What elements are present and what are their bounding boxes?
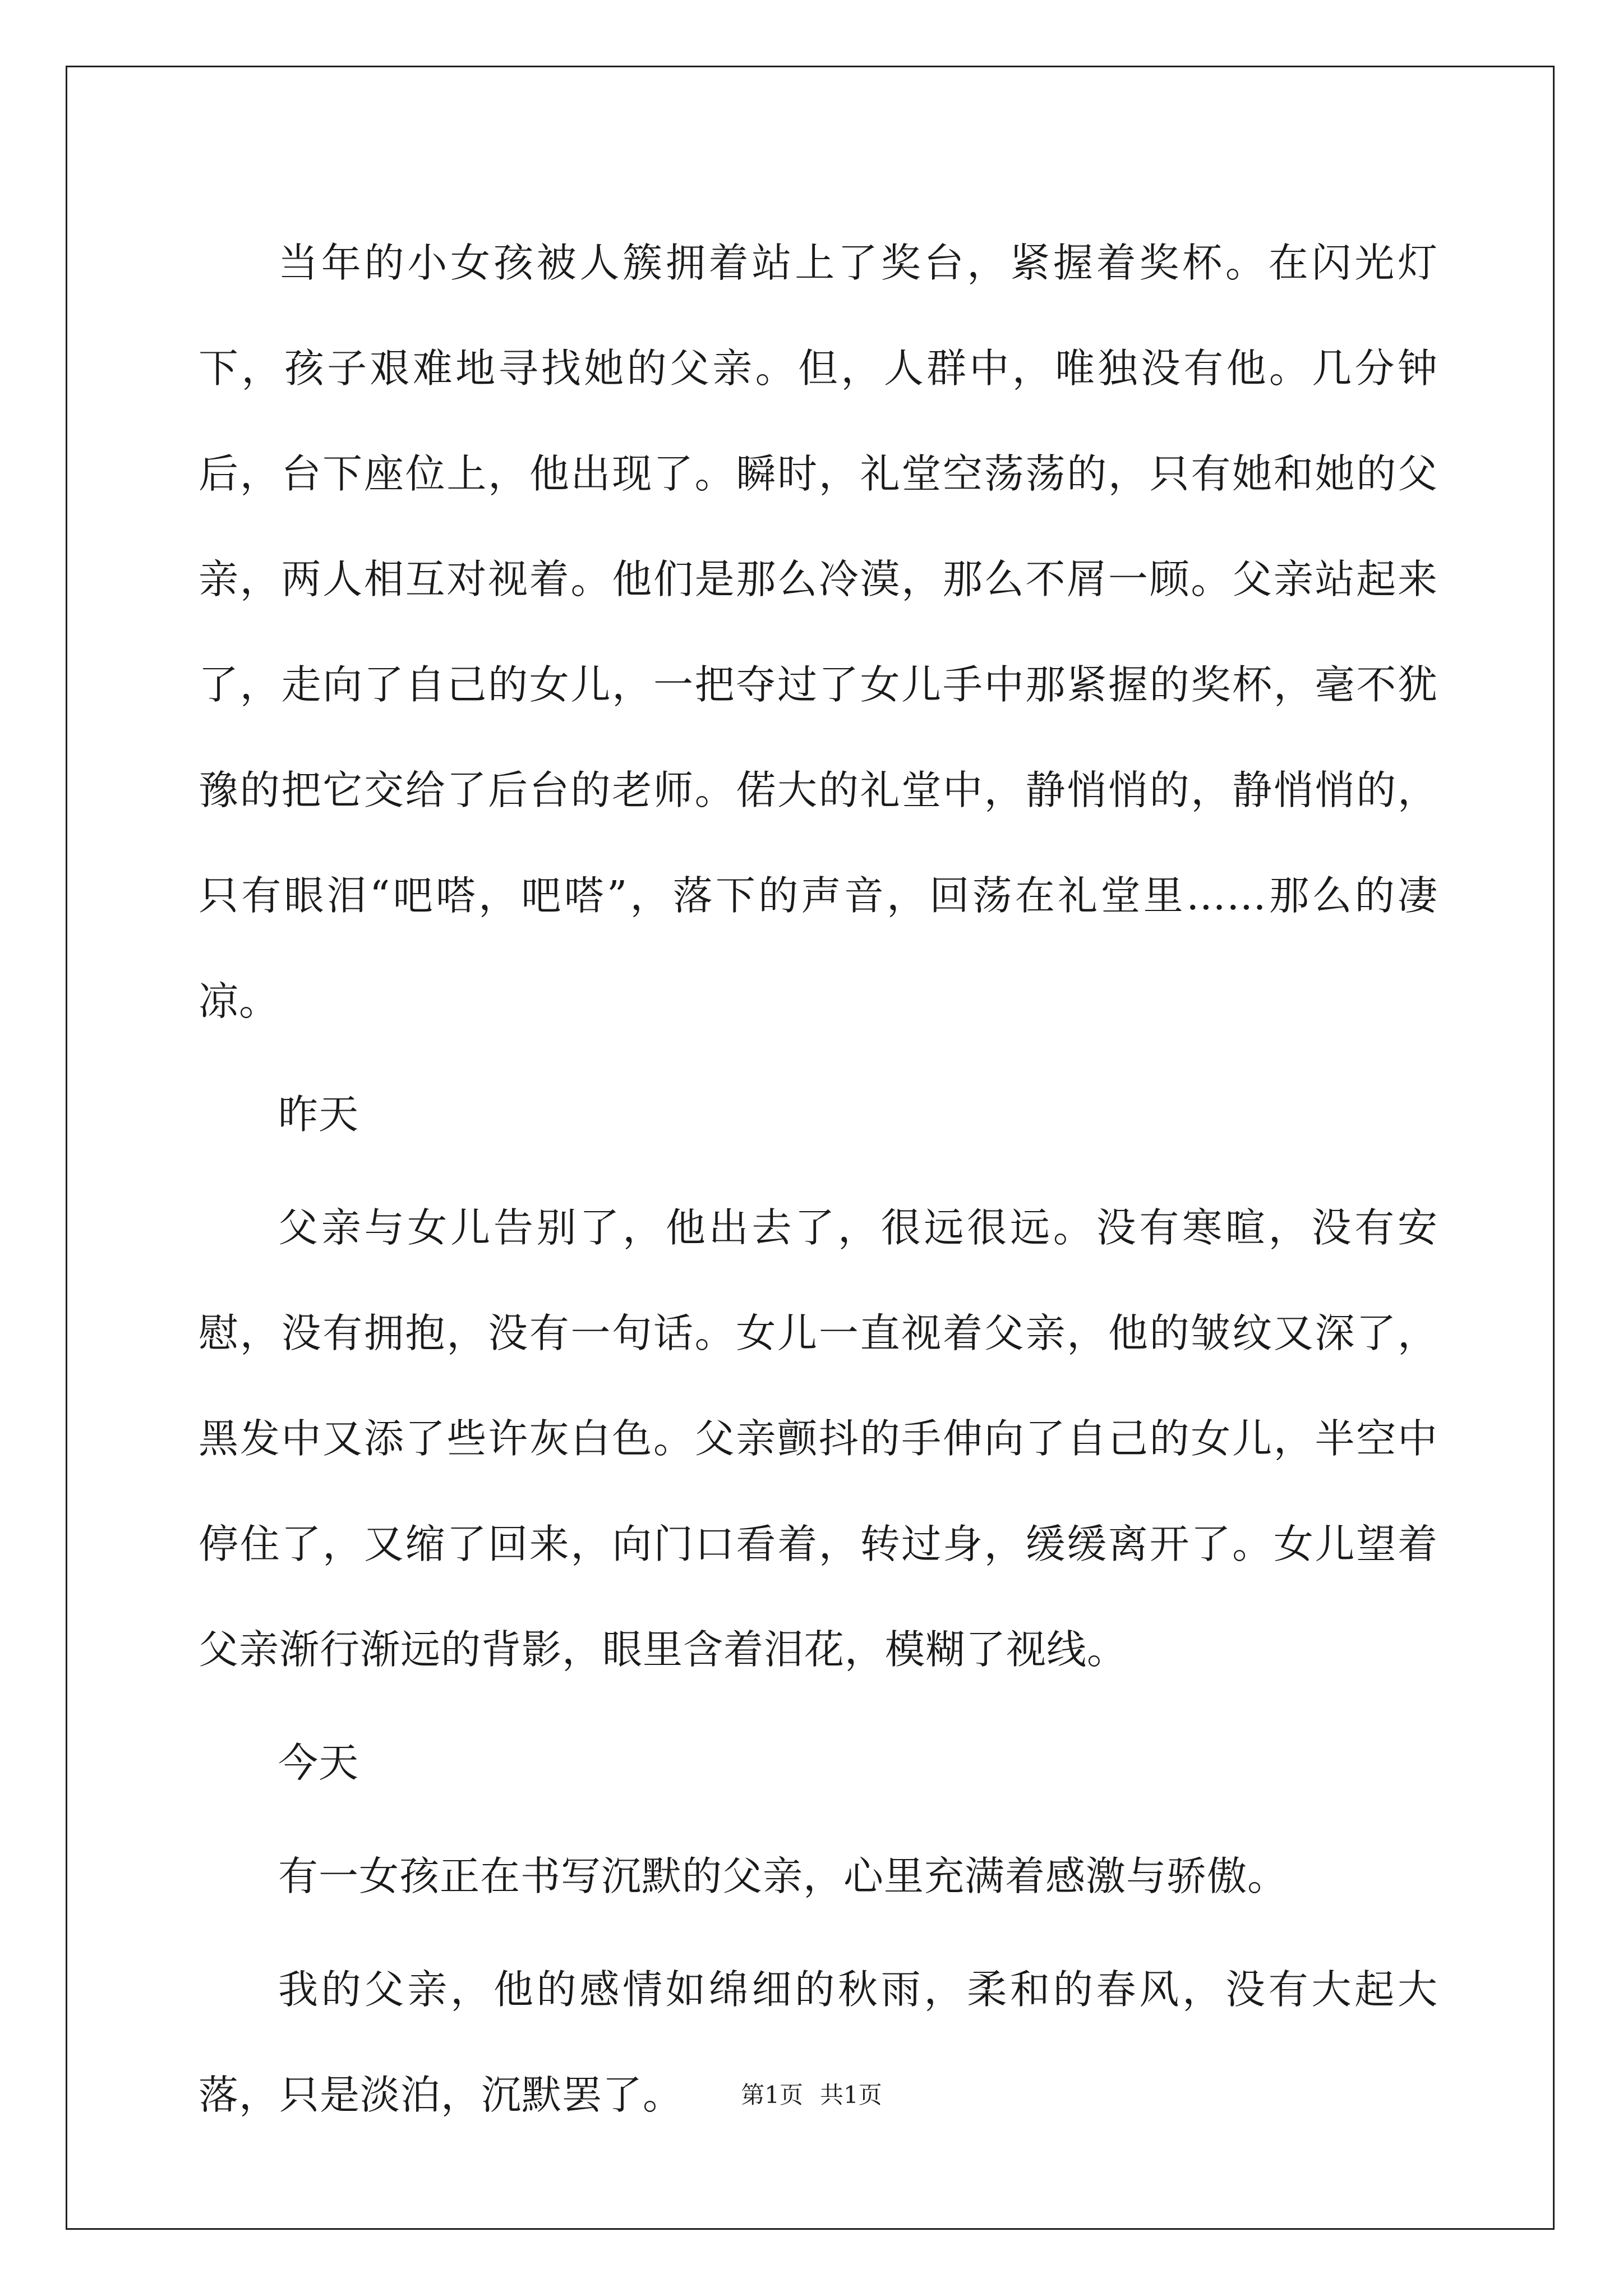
page-footer — [0, 2078, 1623, 2112]
paragraph-father: 我的父亲，他的感情如绵细的秋雨，柔和的春风，没有大起大落，只是淡泊，沉默罢了。 — [199, 1966, 1438, 2118]
paragraph-writing: 有一女孩正在书写沉默的父亲，心里充满着感激与骄傲。 — [278, 1853, 1288, 1899]
page-number-current: 第1页 — [741, 2081, 803, 2109]
heading-today: 今天 — [278, 1740, 359, 1786]
paragraph-farewell: 父亲与女儿告别了，他出去了，很远很远。没有寒暄，没有安慰，没有拥抱，没有一句话。女儿一直视着父亲，他的皱纹又深了，黑发中又添了些许灰白色。父亲颤抖的手伸向了自己的女儿，半空中停住了，又缩了回来，向门口看着，转过身，缓缓离开了。女儿望着父亲渐行渐远的背影，眼里含着泪花，模糊了视线。 — [199, 1204, 1438, 1673]
document-body — [199, 210, 1438, 2148]
paragraph-awards: 当年的小女孩被人簇拥着站上了奖台，紧握着奖杯。在闪光灯下，孩子艰难地寻找她的父亲。但，人群中，唯独没有他。几分钟后，台下座位上，他出现了。瞬时，礼堂空荡荡的，只有她和她的父亲，两人相互对视着。他们是那么冷漠，那么不屑一顾。父亲站起来了，走向了自己的女儿，一把夺过了女儿手中那紧握的奖杯，毫不犹豫的把它交给了后台的老师。偌大的礼堂中，静悄悄的，静悄悄的，只有眼泪“吧嗒，吧嗒”，落下的声音，回荡在礼堂里……那么的凄凉。 — [199, 240, 1438, 1024]
page-number-total: 共1页 — [820, 2081, 882, 2109]
heading-yesterday: 昨天 — [278, 1091, 359, 1138]
